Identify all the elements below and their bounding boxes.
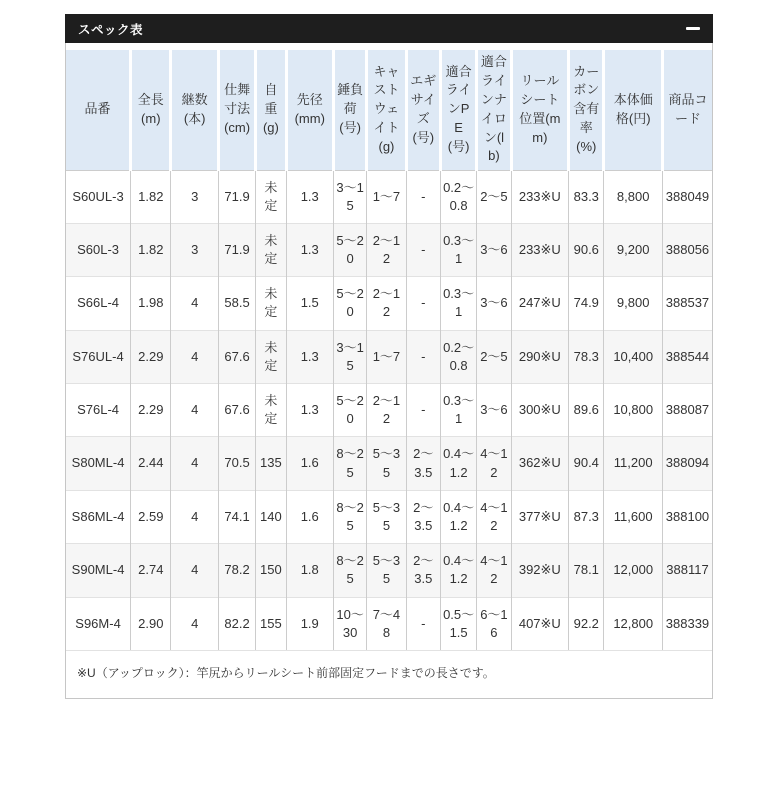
model-cell: S76UL-4	[66, 330, 131, 383]
table-cell: 8～25	[333, 437, 366, 490]
model-cell: S66L-4	[66, 277, 131, 330]
table-cell: 233※U	[511, 223, 569, 276]
table-cell: 78.2	[218, 544, 255, 597]
table-cell: 2.44	[131, 437, 171, 490]
column-header-13: カーボン含有率(%)	[569, 50, 604, 170]
column-header-9: エギサイズ(号)	[406, 50, 440, 170]
table-row	[66, 330, 712, 383]
table-cell: 7～48	[367, 597, 406, 650]
table-cell: 247※U	[511, 277, 569, 330]
table-cell: 0.3～1	[440, 384, 476, 437]
table-cell: 0.2～0.8	[440, 170, 476, 223]
table-cell: 388544	[662, 330, 712, 383]
table-cell: 1.3	[286, 330, 333, 383]
table-cell: 6～16	[477, 597, 511, 650]
table-cell: 4～12	[477, 544, 511, 597]
column-header-6: 先径(mm)	[286, 50, 333, 170]
table-cell: 150	[256, 544, 286, 597]
section-title: スペック表	[78, 22, 144, 37]
table-cell: 1.82	[131, 170, 171, 223]
table-cell: 388117	[662, 544, 712, 597]
table-cell: 1～7	[367, 170, 406, 223]
table-cell: 58.5	[218, 277, 255, 330]
table-cell: 0.2～0.8	[440, 330, 476, 383]
table-cell: 2～12	[367, 223, 406, 276]
table-cell: 0.5～1.5	[440, 597, 476, 650]
table-cell: 5～20	[333, 223, 366, 276]
table-cell: 9,800	[604, 277, 663, 330]
table-cell: 2～5	[477, 330, 511, 383]
table-cell: 2.74	[131, 544, 171, 597]
table-cell: 4～12	[477, 437, 511, 490]
table-cell: 70.5	[218, 437, 255, 490]
table-cell: 10,400	[604, 330, 663, 383]
table-cell: 4	[171, 277, 218, 330]
table-cell: 2～12	[367, 277, 406, 330]
table-cell: 12,800	[604, 597, 663, 650]
table-cell: 1.3	[286, 384, 333, 437]
spec-accordion-header[interactable]	[65, 14, 713, 43]
column-header-11: 適合ラインナイロン(lb)	[477, 50, 511, 170]
table-cell: 5～35	[367, 490, 406, 543]
table-cell: 12,000	[604, 544, 663, 597]
table-cell: 388339	[662, 597, 712, 650]
table-cell: 8,800	[604, 170, 663, 223]
table-cell: 1.6	[286, 437, 333, 490]
table-cell: 未定	[256, 277, 286, 330]
table-cell: 2.59	[131, 490, 171, 543]
table-cell: 2.29	[131, 384, 171, 437]
table-cell: 1.5	[286, 277, 333, 330]
table-cell: 5～20	[333, 384, 366, 437]
table-cell: 83.3	[569, 170, 604, 223]
table-cell: -	[406, 597, 440, 650]
table-cell: 74.9	[569, 277, 604, 330]
table-cell: 4	[171, 437, 218, 490]
table-cell: 0.4～1.2	[440, 490, 476, 543]
table-cell: 5～20	[333, 277, 366, 330]
table-cell: 0.4～1.2	[440, 544, 476, 597]
table-cell: 67.6	[218, 330, 255, 383]
table-cell: 90.4	[569, 437, 604, 490]
table-cell: 2～12	[367, 384, 406, 437]
table-cell: 10～30	[333, 597, 366, 650]
table-cell: 3～6	[477, 277, 511, 330]
table-cell: 3～6	[477, 384, 511, 437]
table-cell: 74.1	[218, 490, 255, 543]
table-cell: 4	[171, 544, 218, 597]
table-cell: 2～3.5	[406, 437, 440, 490]
model-cell: S60L-3	[66, 223, 131, 276]
table-cell: 未定	[256, 330, 286, 383]
table-cell: 362※U	[511, 437, 569, 490]
table-row	[66, 384, 712, 437]
model-cell: S96M-4	[66, 597, 131, 650]
table-cell: 1.3	[286, 170, 333, 223]
table-cell: 2～5	[477, 170, 511, 223]
table-cell: -	[406, 170, 440, 223]
table-cell: 3～15	[333, 170, 366, 223]
table-cell: 67.6	[218, 384, 255, 437]
table-cell: 11,200	[604, 437, 663, 490]
table-cell: 290※U	[511, 330, 569, 383]
table-cell: 388100	[662, 490, 712, 543]
table-cell: 2.29	[131, 330, 171, 383]
table-cell: 388094	[662, 437, 712, 490]
column-header-14: 本体価格(円)	[604, 50, 663, 170]
table-row	[66, 170, 712, 223]
table-cell: 5～35	[367, 437, 406, 490]
table-cell: 8～25	[333, 544, 366, 597]
table-row	[66, 490, 712, 543]
spec-table	[66, 50, 712, 651]
table-cell: 0.3～1	[440, 277, 476, 330]
table-cell: 1～7	[367, 330, 406, 383]
collapse-minus-icon[interactable]	[686, 27, 700, 30]
table-cell: 392※U	[511, 544, 569, 597]
table-cell: 71.9	[218, 170, 255, 223]
table-cell: 1.6	[286, 490, 333, 543]
table-cell: 4	[171, 384, 218, 437]
table-cell: 2.90	[131, 597, 171, 650]
table-cell: -	[406, 330, 440, 383]
table-cell: 未定	[256, 223, 286, 276]
column-header-2: 全長(m)	[131, 50, 171, 170]
table-cell: 3～15	[333, 330, 366, 383]
table-cell: 92.2	[569, 597, 604, 650]
column-header-12: リールシート位置(mm)	[511, 50, 569, 170]
column-header-10: 適合ラインPE(号)	[440, 50, 476, 170]
column-header-5: 自重(g)	[256, 50, 286, 170]
table-header-row	[66, 50, 712, 170]
table-cell: 5～35	[367, 544, 406, 597]
table-cell: 1.3	[286, 223, 333, 276]
table-cell: 87.3	[569, 490, 604, 543]
table-cell: 388537	[662, 277, 712, 330]
table-cell: 3	[171, 170, 218, 223]
table-cell: 4	[171, 490, 218, 543]
table-cell: 71.9	[218, 223, 255, 276]
table-cell: 8～25	[333, 490, 366, 543]
table-cell: 388056	[662, 223, 712, 276]
table-cell: 89.6	[569, 384, 604, 437]
table-row	[66, 544, 712, 597]
table-cell: -	[406, 223, 440, 276]
table-cell: 0.3～1	[440, 223, 476, 276]
table-cell: 78.3	[569, 330, 604, 383]
table-cell: 377※U	[511, 490, 569, 543]
table-cell: 10,800	[604, 384, 663, 437]
table-row	[66, 437, 712, 490]
footnote: ※U（アップロック）：竿尻からリールシート前部固定フードまでの長さです。	[77, 665, 495, 680]
table-cell: 4	[171, 597, 218, 650]
spec-panel	[65, 43, 713, 699]
table-cell: 9,200	[604, 223, 663, 276]
column-header-8: キャストウェイト(g)	[367, 50, 406, 170]
table-cell: 3	[171, 223, 218, 276]
table-cell: 1.98	[131, 277, 171, 330]
table-cell: -	[406, 277, 440, 330]
table-cell: 未定	[256, 170, 286, 223]
table-row	[66, 223, 712, 276]
table-cell: 3～6	[477, 223, 511, 276]
table-cell: 388087	[662, 384, 712, 437]
table-cell: 1.8	[286, 544, 333, 597]
table-cell: 4	[171, 330, 218, 383]
table-cell: 未定	[256, 384, 286, 437]
table-cell: 407※U	[511, 597, 569, 650]
table-cell: 155	[256, 597, 286, 650]
table-cell: 140	[256, 490, 286, 543]
column-header-7: 錘負荷(号)	[333, 50, 366, 170]
table-cell: 135	[256, 437, 286, 490]
table-cell: 78.1	[569, 544, 604, 597]
table-cell: 2～3.5	[406, 544, 440, 597]
column-header-15: 商品コード	[662, 50, 712, 170]
table-row	[66, 277, 712, 330]
column-header-4: 仕舞寸法(cm)	[218, 50, 255, 170]
column-header-3: 継数(本)	[171, 50, 218, 170]
column-header-1: 品番	[66, 50, 131, 170]
model-cell: S80ML-4	[66, 437, 131, 490]
table-cell: 82.2	[218, 597, 255, 650]
model-cell: S76L-4	[66, 384, 131, 437]
model-cell: S86ML-4	[66, 490, 131, 543]
table-cell: 2～3.5	[406, 490, 440, 543]
table-cell: 11,600	[604, 490, 663, 543]
table-row	[66, 597, 712, 650]
table-cell: 233※U	[511, 170, 569, 223]
table-cell: 388049	[662, 170, 712, 223]
table-cell: -	[406, 384, 440, 437]
model-cell: S60UL-3	[72, 188, 124, 204]
table-cell: 4～12	[477, 490, 511, 543]
table-cell: 300※U	[511, 384, 569, 437]
table-cell: 1.9	[286, 597, 333, 650]
spec-section	[65, 14, 713, 699]
model-cell: S90ML-4	[66, 544, 131, 597]
table-cell: 90.6	[569, 223, 604, 276]
table-cell: 1.82	[131, 223, 171, 276]
table-cell: 0.4～1.2	[440, 437, 476, 490]
